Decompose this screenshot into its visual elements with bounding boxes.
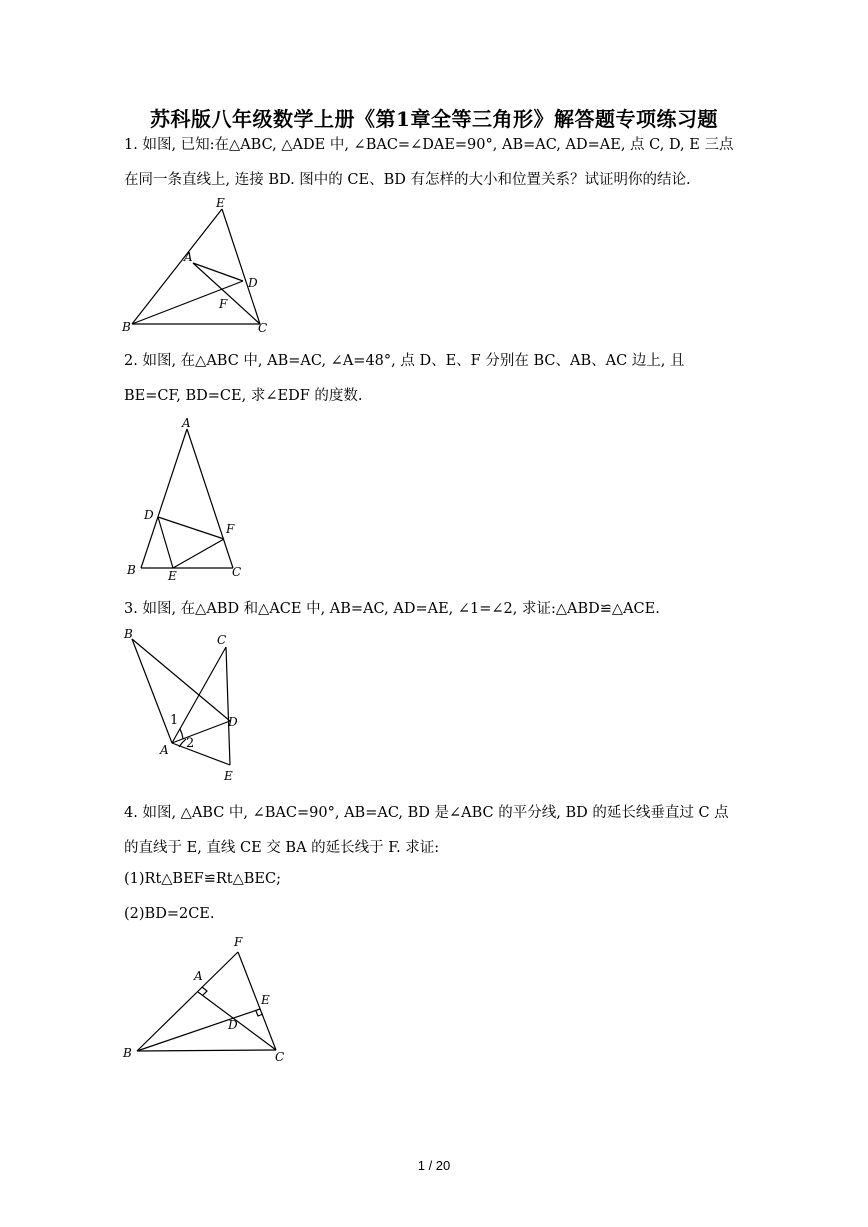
fig1-label-b: B	[122, 320, 131, 334]
problem-3-figure	[118, 625, 258, 790]
fig4-label-c: C	[275, 1050, 285, 1064]
page-number: 1 / 20	[417, 1158, 451, 1173]
problem-4-line-3: (1)Rt△BEF≌Rt△BEC;	[124, 871, 282, 887]
fig3-label-e: E	[224, 769, 233, 783]
fig3-label-a: A	[160, 743, 169, 757]
problem-2-line-1: 2. 如图, 在△ABC 中, AB=AC, ∠A=48°, 点 D、E、F 分别在 BC、AB、AC 边上, 且	[124, 353, 685, 369]
fig2-label-c: C	[232, 565, 242, 579]
fig2-label-a: A	[182, 416, 191, 430]
problem-1-figure	[118, 195, 278, 335]
problem-3-line-1: 3. 如图, 在△ABD 和△ACE 中, AB=AC, AD=AE, ∠1=∠2, 求证:△ABD≌△ACE.	[124, 601, 660, 617]
fig1-label-f: F	[219, 297, 228, 311]
fig1-label-c: C	[258, 321, 268, 335]
fig2-label-e: E	[168, 569, 177, 583]
fig4-label-d: D	[228, 1018, 238, 1032]
problem-4-line-1: 4. 如图, △ABC 中, ∠BAC=90°, AB=AC, BD 是∠ABC 的平分线, BD 的延长线垂直过 C 点	[124, 805, 729, 821]
fig2-label-b: B	[127, 563, 136, 577]
fig1-label-a: A	[184, 250, 193, 264]
fig4-label-e: E	[261, 993, 270, 1007]
fig2-label-d: D	[144, 508, 154, 522]
problem-1-line-2: 在同一条直线上, 连接 BD. 图中的 CE、BD 有怎样的大小和位置关系？试证明你的结论.	[124, 172, 691, 188]
problem-4-figure	[118, 932, 298, 1067]
page-title: 苏科版八年级数学上册《第1章全等三角形》解答题专项练习题	[150, 107, 718, 131]
fig3-label-b: B	[124, 627, 133, 641]
fig2-label-f: F	[226, 522, 235, 536]
fig4-label-a: A	[194, 969, 203, 983]
fig4-label-f: F	[234, 935, 243, 949]
fig1-label-d: D	[248, 276, 258, 290]
fig4-label-b: B	[123, 1046, 132, 1060]
fig3-label-1: 1	[170, 713, 179, 728]
fig1-label-e: E	[216, 196, 225, 210]
fig3-label-2: 2	[186, 736, 195, 751]
problem-4-line-4: (2)BD=2CE.	[124, 906, 215, 922]
problem-2-line-2: BE=CF, BD=CE, 求∠EDF 的度数.	[124, 388, 363, 404]
fig3-label-d: D	[228, 715, 238, 729]
problem-2-figure	[120, 415, 250, 585]
problem-1-line-1: 1. 如图, 已知:在△ABC, △ADE 中, ∠BAC=∠DAE=90°, AB=AC, AD=AE, 点 C, D, E 三点	[124, 137, 734, 153]
problem-4-line-2: 的直线于 E, 直线 CE 交 BA 的延长线于 F. 求证:	[124, 840, 440, 856]
fig3-label-c: C	[217, 633, 227, 647]
